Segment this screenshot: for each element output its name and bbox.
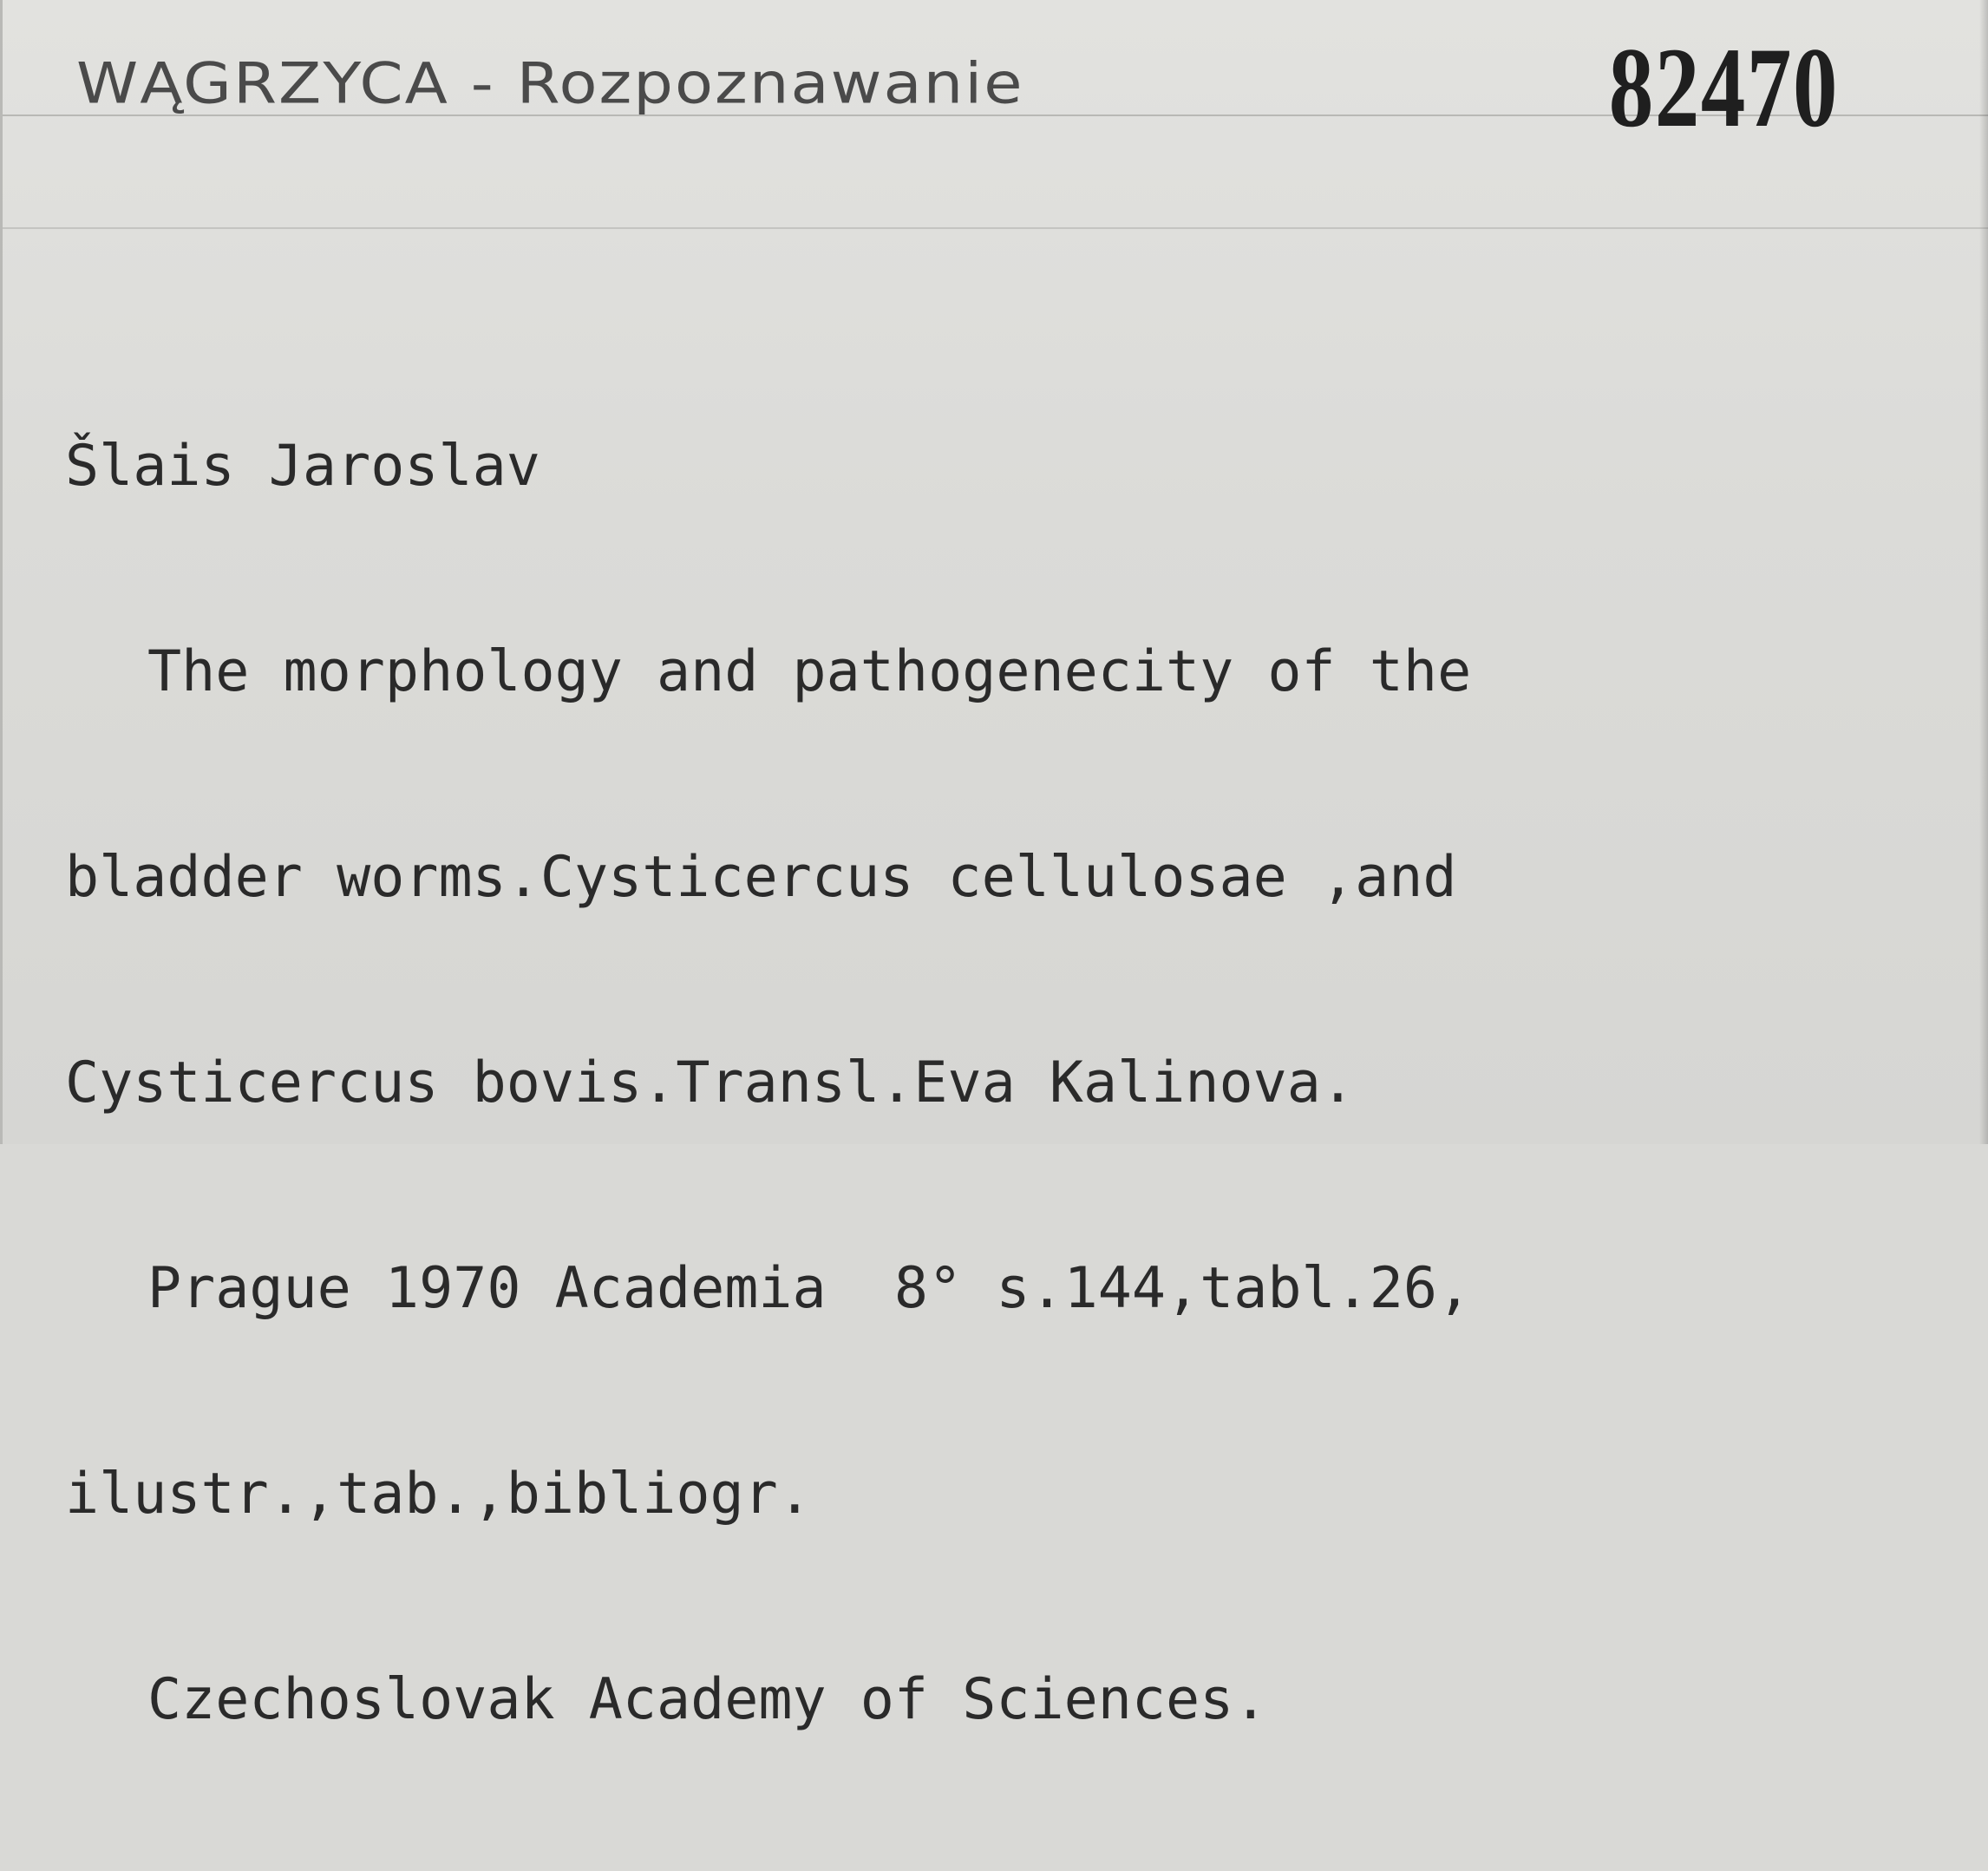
title-line: Cysticercus bovis.Transl.Eva Kalinova. xyxy=(65,1050,1356,1115)
card-edge-shadow xyxy=(1979,0,1988,1144)
imprint-line: Prague 1970 Academia 8° s.144,tabl.26, xyxy=(147,1256,1472,1321)
imprint-line: ilustr.,tab.,bibliogr. xyxy=(65,1462,812,1527)
subject-heading: WĄGRZYCA - Rozpoznawanie xyxy=(76,50,1024,116)
title-line: bladder worms.Cysticercus cellulosae ,and xyxy=(65,845,1457,910)
bibliographic-entry xyxy=(65,295,1471,1871)
note-line: Czechoslovak Academy of Sciences. xyxy=(147,1667,1268,1732)
author-line: Šlais Jaroslav xyxy=(65,434,540,499)
call-number: 82470 xyxy=(1608,23,1839,151)
title-line: The morphology and pathogenecity of the xyxy=(147,639,1472,704)
ruled-line xyxy=(3,227,1988,229)
